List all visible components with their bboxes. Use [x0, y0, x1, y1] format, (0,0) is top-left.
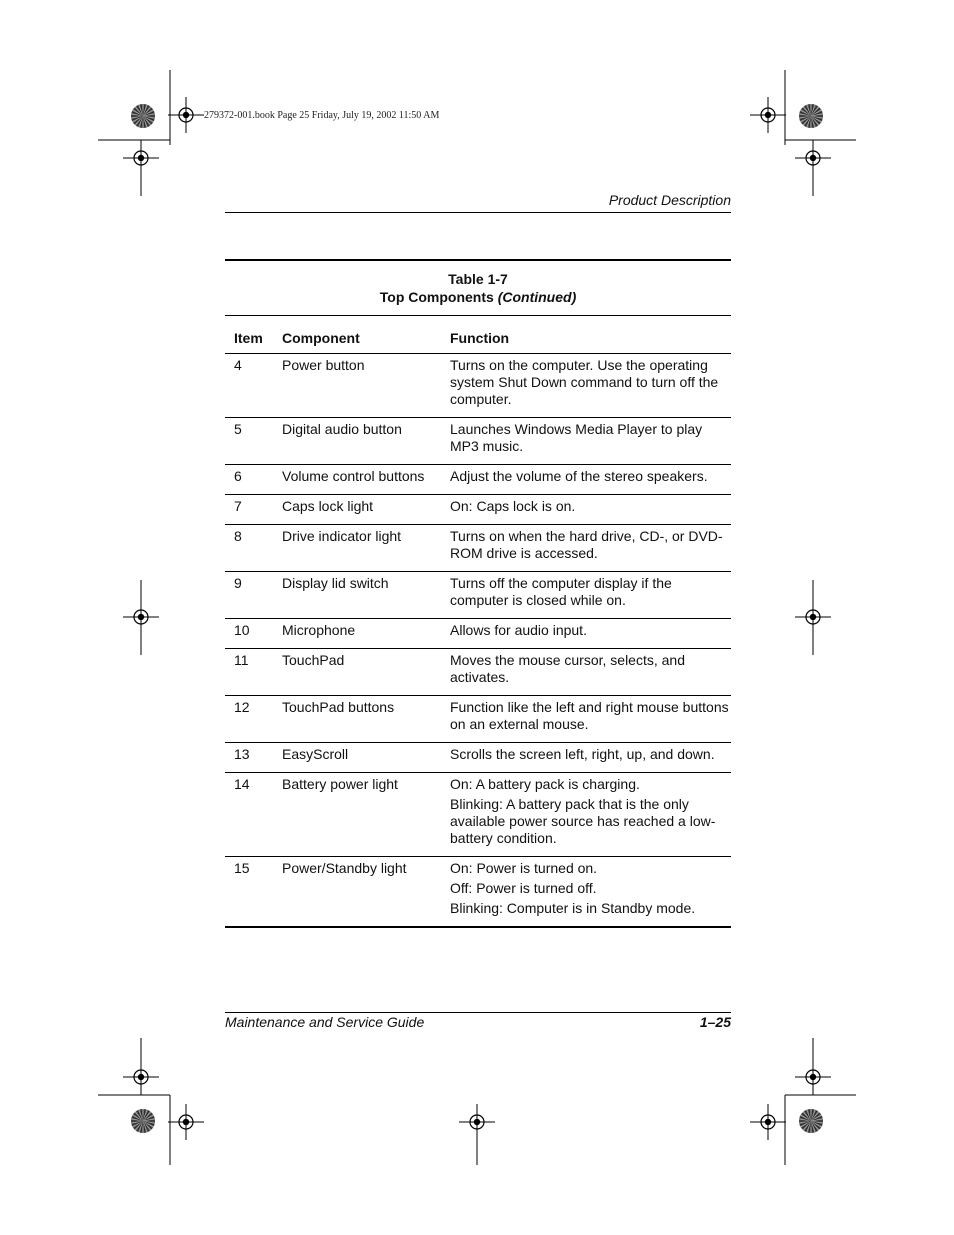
- component-name: Volume control buttons: [282, 468, 425, 484]
- item-number: 5: [234, 421, 242, 437]
- item-number: 9: [234, 575, 242, 591]
- function-description: [441, 495, 731, 525]
- table-row: [225, 649, 731, 696]
- table-continued: (Continued): [497, 289, 577, 305]
- registration-target: [168, 97, 204, 133]
- function-description: [441, 649, 731, 696]
- registration-target: [750, 97, 786, 133]
- item-number: 10: [234, 622, 250, 638]
- function-line: Blinking: Computer is in Standby mode.: [450, 900, 696, 916]
- table-row: [225, 696, 731, 743]
- component-name: Display lid switch: [282, 575, 389, 591]
- function-line: Function like the left and right mouse buttons on an external mouse.: [450, 699, 729, 732]
- page-number: 1–25: [699, 1014, 731, 1030]
- component-name: EasyScroll: [282, 746, 349, 762]
- table-row: [225, 572, 731, 619]
- item-number: 4: [234, 357, 242, 373]
- item-number: 12: [234, 699, 250, 715]
- function-description: [441, 743, 731, 773]
- function-description: [441, 696, 731, 743]
- function-line: Scrolls the screen left, right, up, and down.: [450, 746, 715, 762]
- color-bar-target: [799, 1109, 823, 1133]
- table-row: [225, 743, 731, 773]
- component-name: Microphone: [282, 622, 356, 638]
- component-name: Power button: [282, 357, 365, 373]
- function-line: Moves the mouse cursor, selects, and activates.: [450, 652, 685, 685]
- function-description: [441, 418, 731, 465]
- footer-guide-title: Maintenance and Service Guide: [225, 1014, 425, 1030]
- component-name: TouchPad: [282, 652, 345, 668]
- function-description: [441, 525, 731, 572]
- header-rule: [225, 212, 731, 213]
- table-header-row: [225, 316, 731, 354]
- function-description: [441, 773, 731, 857]
- function-description: [441, 354, 731, 418]
- registration-target: [168, 1104, 204, 1140]
- footer-rule: [225, 1012, 731, 1013]
- running-head: Product Description: [608, 192, 731, 208]
- table-row: [225, 857, 731, 928]
- print-slug: 279372-001.book Page 25 Friday, July 19, 2002 11:50 AM: [204, 110, 440, 121]
- table-row: [225, 465, 731, 495]
- function-description: [441, 465, 731, 495]
- function-line: Turns on the computer. Use the operating system Shut Down command to turn off the computer.: [450, 357, 719, 407]
- function-line: On: Caps lock is on.: [450, 498, 576, 514]
- component-name: Digital audio button: [282, 421, 402, 437]
- table-row: [225, 418, 731, 465]
- function-line: On: Power is turned on.: [450, 860, 598, 876]
- table-number: Table 1-7: [448, 271, 508, 287]
- table-row: [225, 619, 731, 649]
- function-line: Turns off the computer display if the computer is closed while on.: [450, 575, 672, 608]
- table-caption: [225, 261, 731, 316]
- item-number: 11: [234, 652, 249, 668]
- function-description: [441, 619, 731, 649]
- component-name: TouchPad buttons: [282, 699, 395, 715]
- table-title: [225, 288, 731, 306]
- function-line: Adjust the volume of the stereo speakers.: [450, 468, 708, 484]
- components-table: [225, 316, 731, 928]
- function-line: Allows for audio input.: [450, 622, 587, 638]
- registration-target: [750, 1104, 786, 1140]
- function-line: Off: Power is turned off.: [450, 880, 597, 896]
- item-number: 14: [234, 776, 250, 792]
- header-function: Function: [450, 330, 510, 346]
- color-bar-target: [131, 104, 155, 128]
- component-name: Power/Standby light: [282, 860, 407, 876]
- function-line: Launches Windows Media Player to play MP3 music.: [450, 421, 703, 454]
- table-row: [225, 495, 731, 525]
- item-number: 8: [234, 528, 242, 544]
- function-description: [441, 857, 731, 928]
- header-item: Item: [234, 330, 263, 346]
- item-number: 6: [234, 468, 242, 484]
- table-title-text: Top Components: [379, 289, 494, 305]
- components-table-section: [225, 259, 731, 928]
- component-name: Caps lock light: [282, 498, 374, 514]
- function-description: [441, 572, 731, 619]
- item-number: 15: [234, 860, 250, 876]
- table-row: [225, 354, 731, 418]
- table-row: [225, 525, 731, 572]
- function-line: Blinking: A battery pack that is the only available power source has reached a low-battery condition.: [450, 796, 716, 846]
- color-bar-target: [131, 1109, 155, 1133]
- color-bar-target: [799, 104, 823, 128]
- header-component: Component: [282, 330, 360, 346]
- component-name: Drive indicator light: [282, 528, 402, 544]
- table-row: [225, 773, 731, 857]
- item-number: 13: [234, 746, 250, 762]
- function-line: Turns on when the hard drive, CD-, or DVD-ROM drive is accessed.: [450, 528, 723, 561]
- component-name: Battery power light: [282, 776, 398, 792]
- function-line: On: A battery pack is charging.: [450, 776, 640, 792]
- item-number: 7: [234, 498, 242, 514]
